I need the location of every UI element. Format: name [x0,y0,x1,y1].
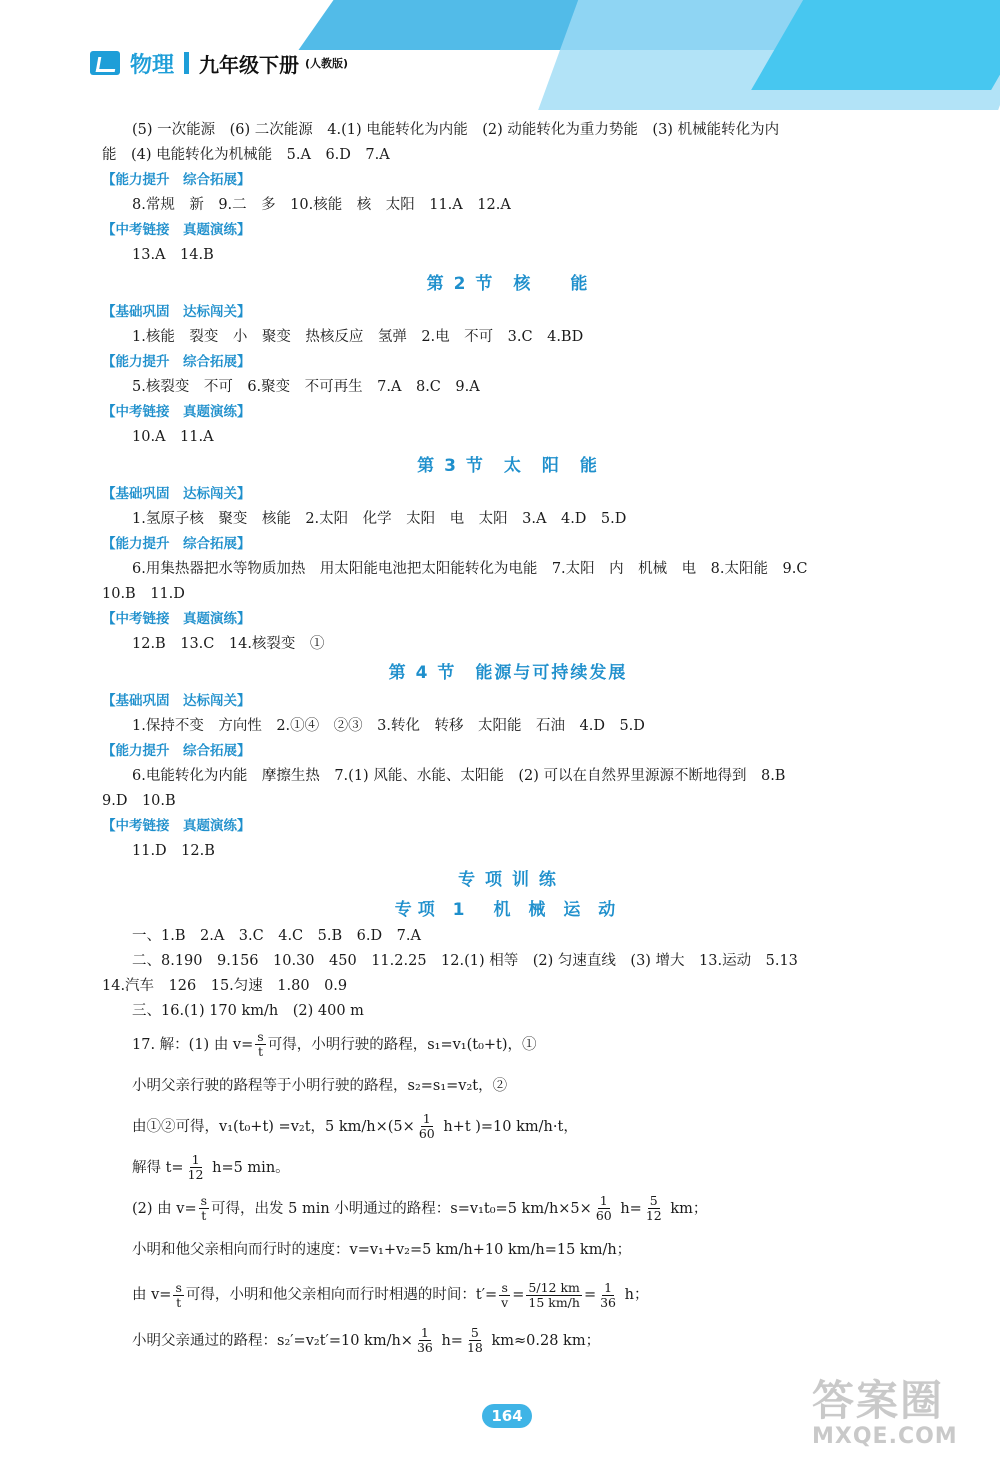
fraction: $\frac{1}{12}$ [187,1152,204,1182]
fraction: $\frac{1}{36}$ [600,1279,617,1310]
answer-content [102,118,914,1361]
answer-line: 6.电能转化为内能 摩擦生热 7.(1) 风能、水能、太阳能 (2) 可以在自然界里源源不断地得到 8.B [132,768,786,784]
section-heading: 第 3 节 太 阳 能 [417,456,599,476]
fraction: $\frac{5}{18}$ [466,1325,483,1355]
solution-line: (2) 由 v= $\frac{s}{t}$ 可得，出发 5 min 小明通过的路程：s=v₁t₀=5 km/h×5× $\frac{1}{60}$ h= $\frac{5}{12}$ km； [132,1193,708,1223]
answer-line: (5) 一次能源 (6) 二次能源 4.(1) 电能转化为内能 (2) 动能转化为重力势能 (3) 机械能转化为内 [132,122,780,138]
answer-line: 11.D 12.B [132,843,215,859]
section-heading: 专 项 训 练 [458,870,558,890]
answer-line: 5.核裂变 不可 6.聚变 不可再生 7.A 8.C 9.A [132,379,480,395]
section-heading: 第 4 节 能源与可持续发展 [388,663,628,683]
answer-line: 一、1.B 2.A 3.C 4.C 5.B 6.D 7.A [132,928,421,944]
section-tag: 【能力提升 综合拓展】 [102,354,251,370]
solution-line: 小明父亲行驶的路程等于小明行驶的路程，s₂=s₁=v₂t，② [132,1077,508,1094]
solution-line: 小明父亲通过的路程：s₂′=v₂t′=10 km/h× $\frac{1}{36}$ h= $\frac{5}{18}$ km≈0.28 km； [132,1325,601,1355]
section-tag: 【基础巩固 达标闯关】 [102,486,251,502]
fraction: $\frac{1}{36}$ [416,1325,433,1355]
section-tag: 【中考链接 真题演练】 [102,222,251,238]
section-tag: 【基础巩固 达标闯关】 [102,304,251,320]
answer-line: 13.A 14.B [132,247,214,263]
book-header [90,48,348,78]
answer-line: 14.汽车 126 15.匀速 1.80 0.9 [102,978,348,994]
answer-line: 能 (4) 电能转化为机械能 5.A 6.D 7.A [102,147,390,163]
subject-title: 物理 [130,52,175,78]
solution-line: 由 v= $\frac{s}{t}$ 可得，小明和他父亲相向而行时相遇的时间：t′= $\frac{s}{v}$ = $\frac{5/12 km}{15 km/h}$ = $\frac{1}{36}$ h； [132,1279,649,1310]
section-tag: 【基础巩固 达标闯关】 [102,693,251,709]
answer-line: 二、8.190 9.156 10.30 450 11.2.25 12.(1) 相等 (2) 匀速直线 (3) 增大 13.运动 5.13 [132,953,798,969]
answer-lines [102,118,914,1024]
answer-line: 1.核能 裂变 小 聚变 热核反应 氢弹 2.电 不可 3.C 4.BD [132,329,584,345]
section-tag: 【能力提升 综合拓展】 [102,743,251,759]
answer-line: 1.氢原子核 聚变 核能 2.太阳 化学 太阳 电 太阳 3.A 4.D 5.D [132,511,627,527]
header-divider [184,52,189,74]
fraction: $\frac{1}{60}$ [418,1111,435,1141]
fraction: $\frac{s}{v}$ [501,1279,509,1310]
section-tag: 【能力提升 综合拓展】 [102,536,251,552]
fraction: $\frac{5/12 km}{15 km/h}$ [528,1279,580,1310]
solution-line: 解得 t= $\frac{1}{12}$ h=5 min。 [132,1152,290,1182]
fraction: $\frac{s}{t}$ [175,1279,182,1310]
fraction: $\frac{s}{t}$ [200,1193,208,1223]
section-tag: 【能力提升 综合拓展】 [102,172,251,188]
answer-line: 10.B 11.D [102,586,185,602]
solution-line: 由①②可得，v₁(t₀+t) =v₂t，5 km/h×(5× $\frac{1}{60}$ h+t )=10 km/h·t， [132,1111,578,1141]
grade-title: 九年级下册 [199,52,300,77]
book-logo-icon [90,51,120,75]
solution-line: 小明和他父亲相向而行时的速度：v=v₁+v₂=5 km/h+10 km/h=15 km/h； [132,1241,632,1258]
answer-line: 三、16.(1) 170 km/h (2) 400 m [132,1003,364,1019]
fraction: $\frac{1}{60}$ [595,1193,612,1223]
fraction: $\frac{s}{t}$ [257,1029,264,1059]
solution-line: 17. 解：(1) 由 v= $\frac{s}{t}$ 可得，小明行驶的路程，s₁=v₁(t₀+t)，① [132,1029,537,1059]
watermark: 答案圈 MXQE.COM [812,1376,958,1449]
section-tag: 【中考链接 真题演练】 [102,818,251,834]
section-subheading: 专项 1 机 械 运 动 [394,900,622,920]
answer-line: 9.D 10.B [102,793,176,809]
answer-line: 1.保持不变 方向性 2.①④ ②③ 3.转化 转移 太阳能 石油 4.D 5.D [132,718,645,734]
fraction: $\frac{5}{12}$ [645,1193,662,1223]
answer-line: 8.常规 新 9.二 多 10.核能 核 太阳 11.A 12.A [132,197,511,213]
section-heading: 第 2 节 核 能 [426,274,590,294]
page-number: 164 [482,1404,532,1428]
answer-line: 10.A 11.A [132,429,214,445]
section-tag: 【中考链接 真题演练】 [102,611,251,627]
edition-label: (人教版) [305,57,349,70]
answer-line: 6.用集热器把水等物质加热 用太阳能电池把太阳能转化为电能 7.太阳 内 机械 电 8.太阳能 9.C [132,561,808,577]
section-tag: 【中考链接 真题演练】 [102,404,251,420]
answer-line: 12.B 13.C 14.核裂变 ① [132,636,325,652]
